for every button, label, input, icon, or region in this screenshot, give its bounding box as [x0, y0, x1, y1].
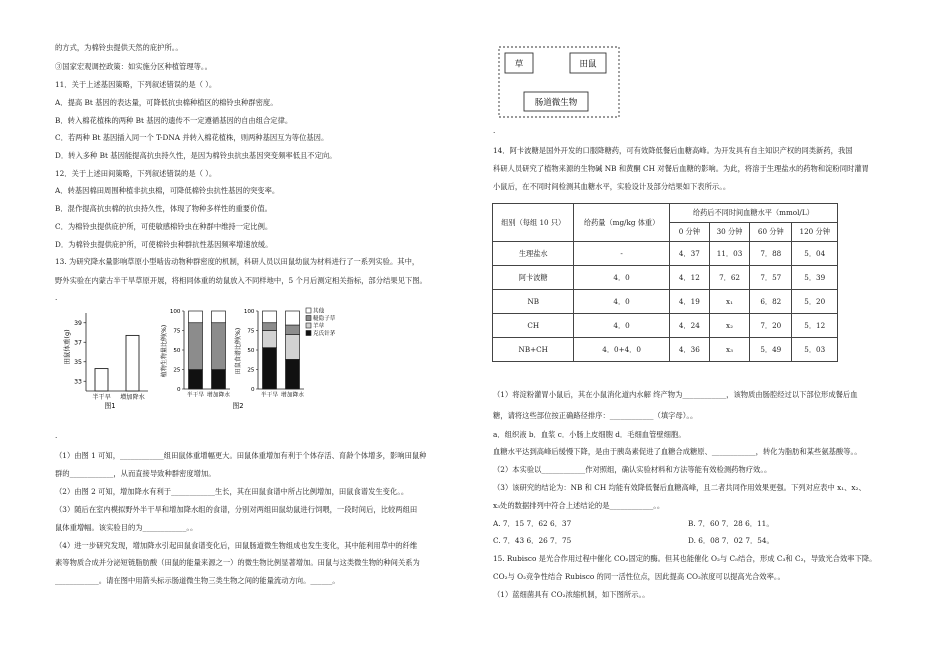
sub-question-2: （2）本实验以____________作对照组，确认实验材料和方法等能有效检测药物疗效。。	[493, 465, 772, 474]
text-line: 鼠体重增幅。该实验目的为____________。。	[55, 523, 198, 532]
legend-label: 其他	[313, 308, 325, 315]
question-11: 11．关于上述基因策略，下列叙述错误的是（ ）。	[55, 80, 217, 89]
sub-question-1: （1）将淀粉灌胃小鼠后，其在小鼠消化道内水解 终产物为____________，该物质由肠腔经过以下部位形成餐后血	[493, 390, 858, 399]
stack-segment	[212, 311, 226, 323]
option-12d: D．为棉铃虫提供庇护所，可使棉铃虫种群抗性基因频率增速放缓。	[55, 240, 273, 249]
y-tick-label: 50	[173, 348, 181, 354]
sub-question-1: （1）由图 1 可知，____________组田鼠体重增幅更大。田鼠体重增加有利于个体存活、育龄个体增多，影响田鼠种	[55, 451, 427, 460]
microbe-label: 肠道微生物	[534, 98, 578, 108]
figure-title: 图1	[104, 402, 116, 410]
stack-segment	[212, 323, 226, 370]
blood-glucose-table	[492, 203, 838, 362]
option-11c: C．若两种 Bt 基因插入同一个 T-DNA 并转入棉花植株，则两种基因互为等位基因。	[55, 133, 329, 142]
y-tick-label: 100	[169, 309, 181, 315]
question-12: 12．关于上述田间策略，下列叙述错误的是（ ）。	[55, 169, 217, 178]
x-tick-label: 半干旱	[186, 392, 205, 399]
table-row	[493, 242, 838, 266]
stack-segment	[189, 323, 203, 370]
cell: 4．37	[669, 242, 709, 266]
cell: 6．82	[750, 290, 792, 314]
y-tick-label: 37	[74, 339, 82, 347]
text-line: 科研人员研究了植物来源的生物碱 NB 和黄酮 CH 对餐后血糖的影响。为此，将溶于生理盐水的药物和淀粉同时灌胃	[493, 164, 869, 173]
cell: 生理盐水	[493, 242, 574, 266]
stack-segment	[189, 370, 203, 390]
cell: 4．0	[574, 266, 669, 290]
y-tick-label: 0	[250, 387, 255, 393]
cell: 4．0	[574, 290, 669, 314]
stack-segment	[212, 370, 226, 390]
stack-segment	[286, 359, 300, 389]
cell: 7．57	[750, 266, 792, 290]
cell: 4．19	[669, 290, 709, 314]
table-row	[493, 314, 838, 338]
x-tick-label: 增加降水	[120, 394, 145, 401]
vole-label: 田鼠	[579, 59, 597, 70]
cell: 5．39	[792, 266, 838, 290]
cell: x₃	[709, 338, 749, 362]
header-time-0: 0 分钟	[669, 223, 709, 242]
stack-segment	[189, 311, 203, 323]
text-line: ③国家宏观调控政策：如实施分区种植管理等。。	[55, 62, 212, 71]
cell: -	[574, 242, 669, 266]
cell: 5．04	[792, 242, 838, 266]
header-time-120: 120 分钟	[792, 223, 838, 242]
y-tick-label: 75	[247, 328, 255, 335]
stack-segment	[263, 311, 277, 323]
cell: 4．36	[669, 338, 709, 362]
text-line: 野外实验在内蒙古半干旱草原开展，将相同体重的幼鼠放入不同样地中，5 个月后测定相关指标，部分结果见下图。	[55, 276, 427, 285]
cell: 4．24	[669, 314, 709, 338]
option-11a: A．提高 Bt 基因的表达量，可降低抗虫棉种植区的棉铃虫种群密度。	[55, 98, 278, 107]
bar-0	[95, 369, 108, 391]
text-line: 血糖水平达到高峰后缓慢下降，是由于胰岛素促进了血糖合成糖原、____________，转化为脂肪和某些氨基酸等。。	[493, 447, 862, 456]
stack-segment	[286, 325, 300, 334]
option-12b: B．混作提高抗虫棉的抗虫持久性，体现了物种多样性的重要价值。	[55, 204, 272, 213]
cell: 阿卡波糖	[493, 266, 574, 290]
y-axis-label: 田鼠食谱比例(%)	[235, 327, 242, 375]
stack-segment	[286, 334, 300, 359]
legend-swatch	[306, 331, 311, 336]
stack-segment	[286, 311, 300, 325]
sub-question-4: （4）进一步研究发现，增加降水引起田鼠食谱变化后，田鼠肠道微生物组成也发生变化，其中能利用草中的纤维	[55, 541, 418, 550]
y-tick-label: 39	[74, 319, 82, 327]
text-line: x₃处的数据排列中符合上述结论的是____________。。	[493, 501, 665, 510]
y-tick-label: 100	[243, 309, 255, 315]
cell: 5．12	[792, 314, 838, 338]
cell: NB	[493, 290, 574, 314]
header-time: 给药后不同时间血糖水平（mmol/L）	[669, 204, 837, 223]
option-d: D. 6．08 7．02 7．54。	[688, 536, 774, 545]
text-line: CO₂与 O₂竞争性结合 Rubisco 的同一活性位点，因此提高 CO₂浓度可以提高光合效率。。	[493, 572, 785, 581]
text-line: 糖，请将这些部位按正确路径排序：____________（填字母）。。	[493, 411, 698, 420]
y-tick-label: 33	[74, 378, 82, 386]
figure-1-chart	[58, 305, 158, 413]
header-time-30: 30 分钟	[709, 223, 749, 242]
y-tick-label: 25	[247, 367, 255, 374]
stack-segment	[263, 348, 277, 389]
legend-label: 克氏针茅	[313, 331, 336, 338]
sub-question-3: （3）该研究的结论为：NB 和 CH 均能有效降低餐后血糖高峰，且二者共同作用效果更强。下列对应表中 x₁、x₂、	[493, 483, 866, 492]
y-tick-label: 0	[176, 387, 181, 393]
header-time-60: 60 分钟	[750, 223, 792, 242]
cell: CH	[493, 314, 574, 338]
text-line: a．组织液 b．血浆 c．小肠上皮细胞 d．毛细血管壁细胞。	[493, 430, 686, 439]
text-line: （1）蓝细菌具有 CO₂浓缩机制，如下图所示。。	[493, 590, 650, 599]
table-row	[493, 338, 838, 362]
cell: 11．03	[709, 242, 749, 266]
stack-segment	[263, 331, 277, 348]
option-b: B. 7．60 7．28 6．11。	[688, 519, 774, 528]
y-axis-label: 田鼠体重(g)	[63, 329, 71, 365]
text-line: 素等物质合成并分泌短链脂肪酸（田鼠的能量来源之一）的微生物比例显著增加。田鼠与这类微生物的种间关系为	[55, 558, 420, 567]
header-dose: 给药量（mg/kg 体重）	[574, 204, 669, 242]
y-axis-label: 植物生物量比例(%)	[161, 324, 168, 378]
y-tick-label: 25	[173, 367, 181, 374]
stack-segment	[263, 323, 277, 331]
x-tick-label: 增加降水	[206, 392, 231, 399]
legend-swatch	[306, 323, 311, 328]
cell: NB+CH	[493, 338, 574, 362]
cell: 5．03	[792, 338, 838, 362]
figure-2-chart	[158, 303, 348, 415]
option-11b: B．转入棉花植株的两种 Bt 基因的遗传不一定遵循基因的自由组合定律。	[55, 116, 293, 125]
option-11d: D．转入多种 Bt 基因能提高抗虫持久性，是因为棉铃虫抗虫基因突变频率低且不定向。	[55, 151, 337, 160]
cell: 4．12	[669, 266, 709, 290]
y-tick-label: 35	[74, 358, 82, 366]
x-tick-label: 半干旱	[92, 394, 111, 401]
y-tick-label: 50	[247, 348, 255, 354]
cell: 5．49	[750, 338, 792, 362]
text-line: 的方式，为棉铃虫提供天然的庇护所。。	[55, 43, 183, 52]
cell: 5．20	[792, 290, 838, 314]
option-12c: C．为棉铃虫提供庇护所，可使敏感棉铃虫在种群中维持一定比例。	[55, 222, 273, 231]
option-a: A. 7．15 7．62 6．37	[493, 519, 572, 528]
sub-question-3: （3）随后在室内模拟野外半干旱和增加降水组的食谱，分别对两组田鼠幼鼠进行饲喂，一段时间后，比较两组田	[55, 505, 418, 514]
bar-1	[126, 335, 139, 391]
text-line: ____________。请在图中用箭头标示肠道微生物三类生物之间的能量流动方向。______。	[55, 576, 340, 585]
text-line: 小鼠后，在不同时间检测其血糖水平，实验设计及部分结果如下表所示。。	[493, 182, 731, 191]
x-tick-label: 半干旱	[260, 392, 279, 399]
legend-label: 糙隐子草	[313, 316, 336, 323]
cell: 7．20	[750, 314, 792, 338]
text-line: 群的____________，从而直接导致种群密度增加。	[55, 469, 216, 478]
table-row	[493, 290, 838, 314]
figure-title: 图2	[232, 402, 244, 410]
sub-question-2: （2）由图 2 可知，增加降水有利于____________生长，其在田鼠食谱中所占比例增加，田鼠食谱发生变化。。	[55, 487, 409, 496]
header-group: 组别（每组 10 只）	[493, 204, 574, 242]
question-13: 13. 为研究降水量影响草原小型啮齿动物种群密度的机制，科研人员以田鼠幼鼠为材料进行了一系列实验。其中，	[55, 257, 420, 266]
cell: 7．62	[709, 266, 749, 290]
legend-label: 羊草	[313, 323, 325, 330]
y-tick-label: 75	[173, 328, 181, 335]
food-web-diagram	[497, 45, 627, 125]
cell: 4．0+4．0	[574, 338, 669, 362]
dot: .	[55, 431, 58, 440]
table-row	[493, 266, 838, 290]
grass-label: 草	[514, 59, 524, 70]
legend-swatch	[306, 316, 311, 321]
cell: x₂	[709, 314, 749, 338]
cell: x₁	[709, 290, 749, 314]
dot: .	[493, 126, 496, 135]
legend-swatch	[306, 308, 311, 313]
x-tick-label: 增加降水	[280, 392, 305, 399]
option-12a: A．转基因棉田周围种植非抗虫棉，可降低棉铃虫抗性基因的突变率。	[55, 186, 280, 195]
cell: 7．88	[750, 242, 792, 266]
question-15: 15. Rubisco 是光合作用过程中催化 CO₂固定的酶。但其也能催化 O₂与 C₅结合，形成 C₃和 C₂，导致光合效率下降。	[493, 554, 877, 563]
cell: 4．0	[574, 314, 669, 338]
question-14: 14．阿卡波糖是国外开发的口服降糖药，可有效降低餐后血糖高峰。为开发具有自主知识产权的同类新药，我国	[493, 146, 853, 155]
dot: .	[55, 293, 58, 302]
option-c: C. 7．43 6．26 7．75	[493, 536, 572, 545]
